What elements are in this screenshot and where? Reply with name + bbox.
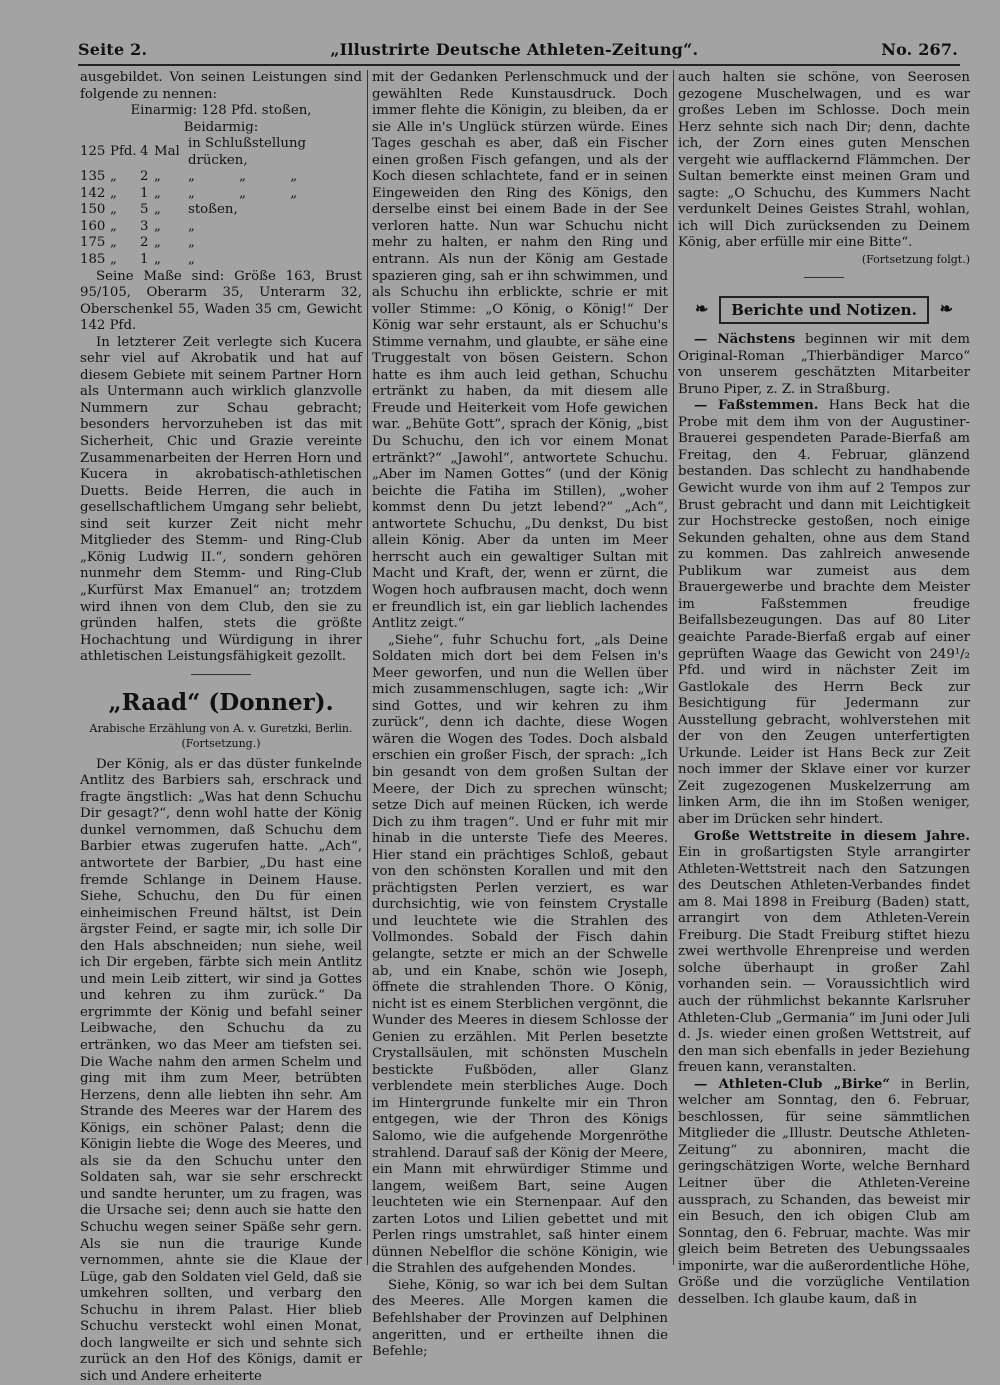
lift-table: [80, 136, 362, 268]
table-row: 175 „ 2 „ „: [80, 235, 195, 251]
table-row: 125 Pfd. 4 Mal in Schlußstellung drücken,: [80, 136, 307, 168]
column-3: [678, 70, 970, 1308]
to-be-continued: (Fortsetzung folgt.): [861, 253, 970, 267]
notice-text: Hans Beck hat die Probe mit dem ihm von der Augustiner-Brauerei gespendeten Parade-Bierfaß am Freitag, den 4. Februar, glänzend bestanden. Das schlecht zu handhabende Gewicht wurde von ihm auf 2 Tempos zur Brust gebracht und dann mit Leichtigkeit zur Hochstrecke gestoßen, noch einige Sekunden gehalten, ohne aus dem Stand zu kommen. Das zahlreich anwesende Publikum war zumeist aus dem Brauergewerbe und brachte dem Meister im Faßstemmen freudige Beifallsbezeugungen. Das auf 80 Liter geaichte Parade-Bierfaß ergab auf einer geprüften Waage das Gewicht von 249¹/₂ Pfd. und wird in nächster Zeit im Gastlokale des Herrn Beck zur Besichtigung für Jedermann zur Ausstellung gebracht, wohlverstehen mit der von den Zeugen unterfertigten Urkunde. Leider ist Hans Beck zur Zeit noch immer der Sklave einer vor kurzer Zeit zugezogenen Muskelzerrung am linken Arm, die ihn im Stoßen weniger, aber im Drücken sehr hindert.: [678, 398, 970, 827]
einarmig-line: Einarmig: 128 Pfd. stoßen,: [130, 103, 312, 119]
notice-text: in Berlin, welcher am Sonntag, den 6. Februar, beschlossen, für seine sämmtlichen Mitglieder die „Illustr. Deutsche Athleten-Zeitung“ zu abonniren, macht die geringschätzigen Worte, welche Bernhard Leitner über die Athleten-Vereine aussprach, zu Schanden, das beweist mir ein Besuch, den ich obigen Club am Sonntag, den 6. Februar, machte. Was mir gleich beim Betreten des Uebungssaales imponirte, war die außerordentliche Höhe, Größe und die vorzügliche Ventilation desselben. Ich glaube kaum, daß in: [678, 1076, 970, 1307]
story-subtitle: Arabische Erzählung von A. v. Guretzki, Berlin.: [89, 721, 353, 735]
story-paragraph: auch halten sie schöne, von Seerosen gezogene Muschelwagen, und es war großes Leben im Schlosse. Doch mein Herz sehnte sich nach Dir; denn, dachte ich, der Zorn eines guten Menschen vergeht wie aufflackernd Flämmchen. Der Sultan bemerkte einst meinen Gram und sagte: „O Schuchu, des Kummers Nacht verdunkelt Deines Geistes Strahl, wohlan, ich will Dich zurücksenden zu Deinem König, aber erfülle mir eine Bitte“.: [678, 70, 970, 251]
story-continuation: (Fortsetzung.): [181, 736, 261, 750]
table-row: 142 „ 1 „ „ „ „: [80, 185, 298, 201]
notice-item: [678, 829, 970, 1077]
notice-text: Ein in großartigsten Style arrangirter Athleten-Wettstreit nach den Satzungen des Deutschen Athleten-Verbandes findet am 8. Mai 1898 in Freiburg (Baden) statt, arrangirt von dem Athleten-Verein Freiburg. Die Stadt Freiburg stiftet hiezu zwei werthvolle Ehrenpreise und werden solche überhaupt in großer Zahl vorhanden sein. — Voraussichtlich wird auch der rühmlichst bekannte Karlsruher Athleten-Club „Germania“ im Juni oder Juli d. Js. wieder einen großen Wettstreit, auf den man sich ebenfalls in jeder Beziehung freuen kann, veranstalten.: [678, 845, 970, 1076]
header-rule: [78, 64, 960, 66]
table-row: 160 „ 3 „ „: [80, 218, 195, 234]
column-divider-1: [367, 70, 368, 1265]
section-heading: ❧ Berichte und Notizen. ❧: [719, 296, 929, 325]
notice-item: [678, 1077, 970, 1309]
notice-lead: — Nächstens: [694, 332, 796, 348]
story-paragraph: Siehe, König, so war ich bei dem Sultan des Meeres. Alle Morgen kamen die Befehlshaber der Provinzen auf Delphinen angeritten, und er ertheilte ihnen die Befehle;: [372, 1277, 668, 1360]
measurements-paragraph: Seine Maße sind: Größe 163, Brust 95/105, Oberarm 35, Unterarm 32, Oberschenkel 55, Waden 35 cm, Gewicht 142 Pfd.: [80, 268, 362, 334]
newspaper-title: „Illustrirte Deutsche Athleten-Zeitung“.: [330, 39, 699, 59]
page-header: [78, 36, 958, 62]
beidarmig-label: Beidarmig:: [183, 119, 259, 135]
story-paragraph: mit der Gedanken Perlenschmuck und der gewählten Rede Kunstausdruck. Doch immer flehte die Königin, zu bleiben, da er sie Alle in's Unglück stürzen würde. Eines Tages geschah es aber, daß ein Fischer einen großen Fisch gefangen, und als der Koch diesen schlachtete, fand er in seinen Eingeweiden den Ring des Königs, den derselbe einst bei einem Bade in der See verloren hatte. Nun war Schuchu nicht mehr zu halten, er nahm den Ring und entrann. Als nun der König am Gestade spazieren ging, sah er ihn schwimmen, und als Schuchu ihn erblickte, schrie er mit voller Stimme: „O König, o König!“ Der König war sehr erstaunt, als er Schuchu's Stimme vernahm, und glaubte, er sähe eine Truggestalt von bösen Geistern. Schon hatte es ihm auch leid gethan, Schuchu ertränkt zu haben, da mit diesem alle Freude und Heiterkeit vom Hofe gewichen war. „Behüte Gott“, sprach der König, „bist Du Schuchu, den ich vor einem Monat ertränkt?“ „Jawohl“, antwortete Schuchu. „Aber im Namen Gottes“ (und der König beichte die Fatiha im Stillen), „woher kommst denn Du jetzt lebend?“ „Ach“, antwortete Schuchu, „Du denkst, Du bist allein König. Aber da unten im Meer herrscht auch ein gewaltiger Sultan mit Macht und Kraft, der, wenn er zürnt, die Wogen hoch aufbrausen macht, doch wenn er freundlich ist, ein gar lieblich lachendes Antlitz zeigt.“: [372, 70, 668, 632]
ornament-rule: [191, 674, 251, 675]
notice-text: beginnen wir mit dem Original-Roman „Thierbändiger Marco“ von unserem geschätzten Mitarbeiter Bruno Piper, z. Z. in Straßburg.: [678, 332, 970, 397]
notice-item: [678, 398, 970, 828]
story-paragraph: Der König, als er das düster funkelnde Antlitz des Barbiers sah, erschrack und fragte ängstlich: „Was hat denn Schuchu Dir gesagt?“, denn wohl hatte der König dunkel vernommen, daß Schuchu dem Barbier etwas zugerufen hatte. „Ach“, antwortete der Barbier, „Du hast eine fremde Schlange in Deinem Hause. Siehe, Schuchu, den Du für einen einheimischen Freund hältst, ist Dein ärgster Feind, er sagte mir, ich solle Dir den Hals abschneiden; nun siehe, weil ich Dir ergeben, färbte sich mein Antlitz und mein Leib zittert, wir sind ja Gottes und kehren zu ihm zurück.“ Da ergrimmte der König und befahl seiner Leibwache, den Schuchu da zu ertränken, wo das Meer am tiefsten sei. Die Wache nahm den armen Schelm und ging mit ihm zum Meer, betrübten Herzens, denn alle liebten ihn sehr. Am Strande des Meeres war der Harem des Königs, ein schöner Palast; denn die Königin liebte die Woge des Meeres, und als sie da den Schuchu unter den Soldaten sah, war sie sehr erschreckt und sandte herunter, um zu fragen, was die Ursache sei; denn auch sie hatte den Schuchu wegen seiner Späße sehr gern. Als sie nun die traurige Kunde vernommen, ahnte sie die Klaue der Lüge, gab den Soldaten viel Geld, daß sie umkehren sollten, und verbarg den Schuchu in ihrem Palast. Hier blieb Schuchu versteckt wohl einen Monat, doch langweilte er sich und sehnte sich zurück an den Hof des Königs, damit er sich und Andere erheiterte: [80, 756, 362, 1384]
notice-lead: — Faßstemmen.: [694, 398, 819, 414]
story-title: „Raad“ (Donner).: [108, 688, 334, 716]
table-row: 150 „ 5 „ stoßen,: [80, 202, 238, 218]
issue-number: No. 267.: [881, 39, 958, 59]
notice-lead: Große Wettstreite in diesem Jahre.: [694, 828, 970, 844]
column-2: [372, 70, 668, 1361]
col1-intro: ausgebildet. Von seinen Leistungen sind folgende zu nennen:: [80, 70, 362, 102]
ornament-rule: [804, 277, 844, 278]
table-row: 185 „ 1 „ „: [80, 252, 195, 268]
kucera-paragraph: In letzterer Zeit verlegte sich Kucera sehr viel auf Akrobatik und hat auf diesem Gebiete mit seinem Partner Horn als Untermann auch wirklich glanzvolle Nummern zur Schau gebracht; besonders hervorzuheben ist das mit Sicherheit, Chic und Grazie vereinte Zusammenarbeiten der Herren Horn und Kucera in akrobatisch-athletischen Duetts. Beide Herren, die auch in gesellschaftlichem Umgang sehr beliebt, sind seit kurzer Zeit nicht mehr Mitglieder des Stemm- und Ring-Club „König Ludwig II.“, sondern gehören nunmehr dem Stemm- und Ring-Club „Kurfürst Max Emanuel“ an; trotzdem wird ihnen von dem Club, den sie zu gründen halfen, stets die größte Hochachtung und Würdigung in ihrer athletischen Leistungsfähigkeit gezollt.: [80, 334, 362, 665]
table-row: 135 „ 2 „ „ „ „: [80, 169, 298, 185]
notice-lead: — Athleten-Club „Birke“: [694, 1076, 891, 1092]
notice-item: [678, 332, 970, 398]
story-paragraph: „Siehe“, fuhr Schuchu fort, „als Deine Soldaten mich dort bei dem Felsen in's Meer geworfen, und nun die Wellen über mich zusammenschlugen, sagte ich: „Wir sind Gottes, und wir kehren zu ihm zurück“, denn ich dachte, diese Wogen wären die Wogen des Todes. Doch alsbald erschien ein großer Fisch, der sprach: „Ich bin gesandt von dem großen Sultan der Meere, der Dich zu sprechen wünscht; setze Dich auf meinen Rücken, ich werde Dich zu ihm tragen“. Und er fuhr mit mir hinab in die unterste Tiefe des Meeres. Hier stand ein prächtiges Schloß, gebaut von den schönsten Korallen und mit den prächtigsten Perlen verziert, es war durchsichtig, wie von feinstem Crystalle und leuchtete wie die Strahlen des Vollmondes. Sobald der Fisch dahin gelangte, setzte er mich an der Schwelle ab, und ein Knabe, schön wie Joseph, öffnete die strahlenden Thore. O König, nicht ist es einem Sterblichen vergönnt, die Wunder des Meeres in diesem Schlosse der Genien zu erzählen. Mit Perlen besetzte Crystallsäulen, mit schönsten Muscheln bestickte Fußböden, aller Glanz verblendete mein sterbliches Auge. Doch im Hintergrunde funkelte mir ein Thron entgegen, wie der Thron des Königs Salomo, wie die aufgehende Morgenröthe strahlend. Darauf saß der König der Meere, ein Mann mit ehrwürdiger Stimme und langem, weißem Bart, seine Augen leuchteten wie ein Sternenpaar. Auf den zarten Lotos und Lilien gebettet und mit Perlen rings umstrahlet, saß hinter einem dünnen Nebelflor die schöne Königin, wie die Strahlen des aufgehenden Mondes.: [372, 632, 668, 1277]
column-divider-2: [673, 70, 674, 1265]
page-label: Seite 2.: [78, 39, 148, 59]
column-1: [80, 70, 362, 1385]
